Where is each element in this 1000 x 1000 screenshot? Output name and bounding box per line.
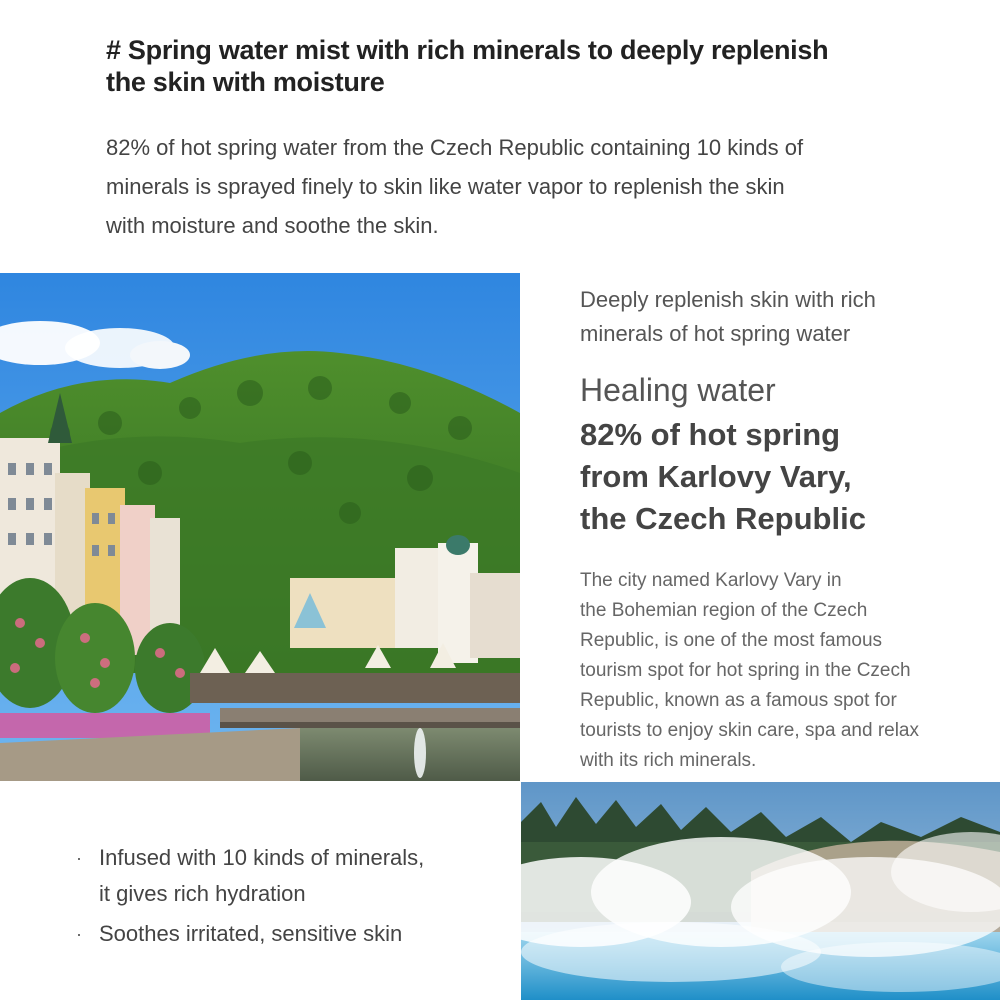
desc-line: with its rich minerals. [580,750,757,771]
benefit-text: Infused with 10 kinds of minerals, [99,845,425,870]
desc-line: the Bohemian region of the Czech [580,600,868,621]
hot-spring-steam-photo [521,782,1000,1000]
feature-subline-1: Deeply replenish skin with rich [580,287,876,312]
main-heading-line2: the skin with moisture [106,67,385,97]
feature-headline-2: from Karlovy Vary, [580,459,852,494]
desc-line: Republic, known as a famous spot for [580,690,897,711]
benefit-item-minerals [76,840,506,912]
feature-subline-2: minerals of hot spring water [580,321,851,346]
benefit-text: it gives rich hydration [99,881,306,906]
intro-line2: minerals is sprayed finely to skin like water vapor to replenish the skin [106,174,785,199]
feature-headline [580,414,980,540]
healing-water-title: Healing water [580,372,776,408]
benefit-text: Soothes irritated, sensitive skin [99,921,403,946]
desc-line: tourism spot for hot spring in the Czech [580,660,911,681]
main-heading-line1: # Spring water mist with rich minerals to deeply replenish [106,35,829,65]
desc-line: tourists to enjoy skin care, spa and relax [580,720,920,741]
karlovy-vary-photo [0,273,520,781]
intro-paragraph [106,128,956,245]
desc-line: Republic, is one of the most famous [580,630,883,651]
bullet-dot-icon: · [76,848,82,868]
benefit-item-soothes [76,916,506,952]
main-heading [106,34,966,98]
feature-subline [580,283,960,351]
intro-line1: 82% of hot spring water from the Czech Republic containing 10 kinds of [106,135,804,160]
intro-line3: with moisture and soothe the skin. [106,213,439,238]
benefit-list [76,840,506,952]
desc-line: The city named Karlovy Vary in [580,570,842,591]
feature-description [580,566,980,776]
feature-headline-3: the Czech Republic [580,501,866,536]
feature-headline-1: 82% of hot spring [580,417,841,452]
bullet-dot-icon: · [76,924,82,944]
